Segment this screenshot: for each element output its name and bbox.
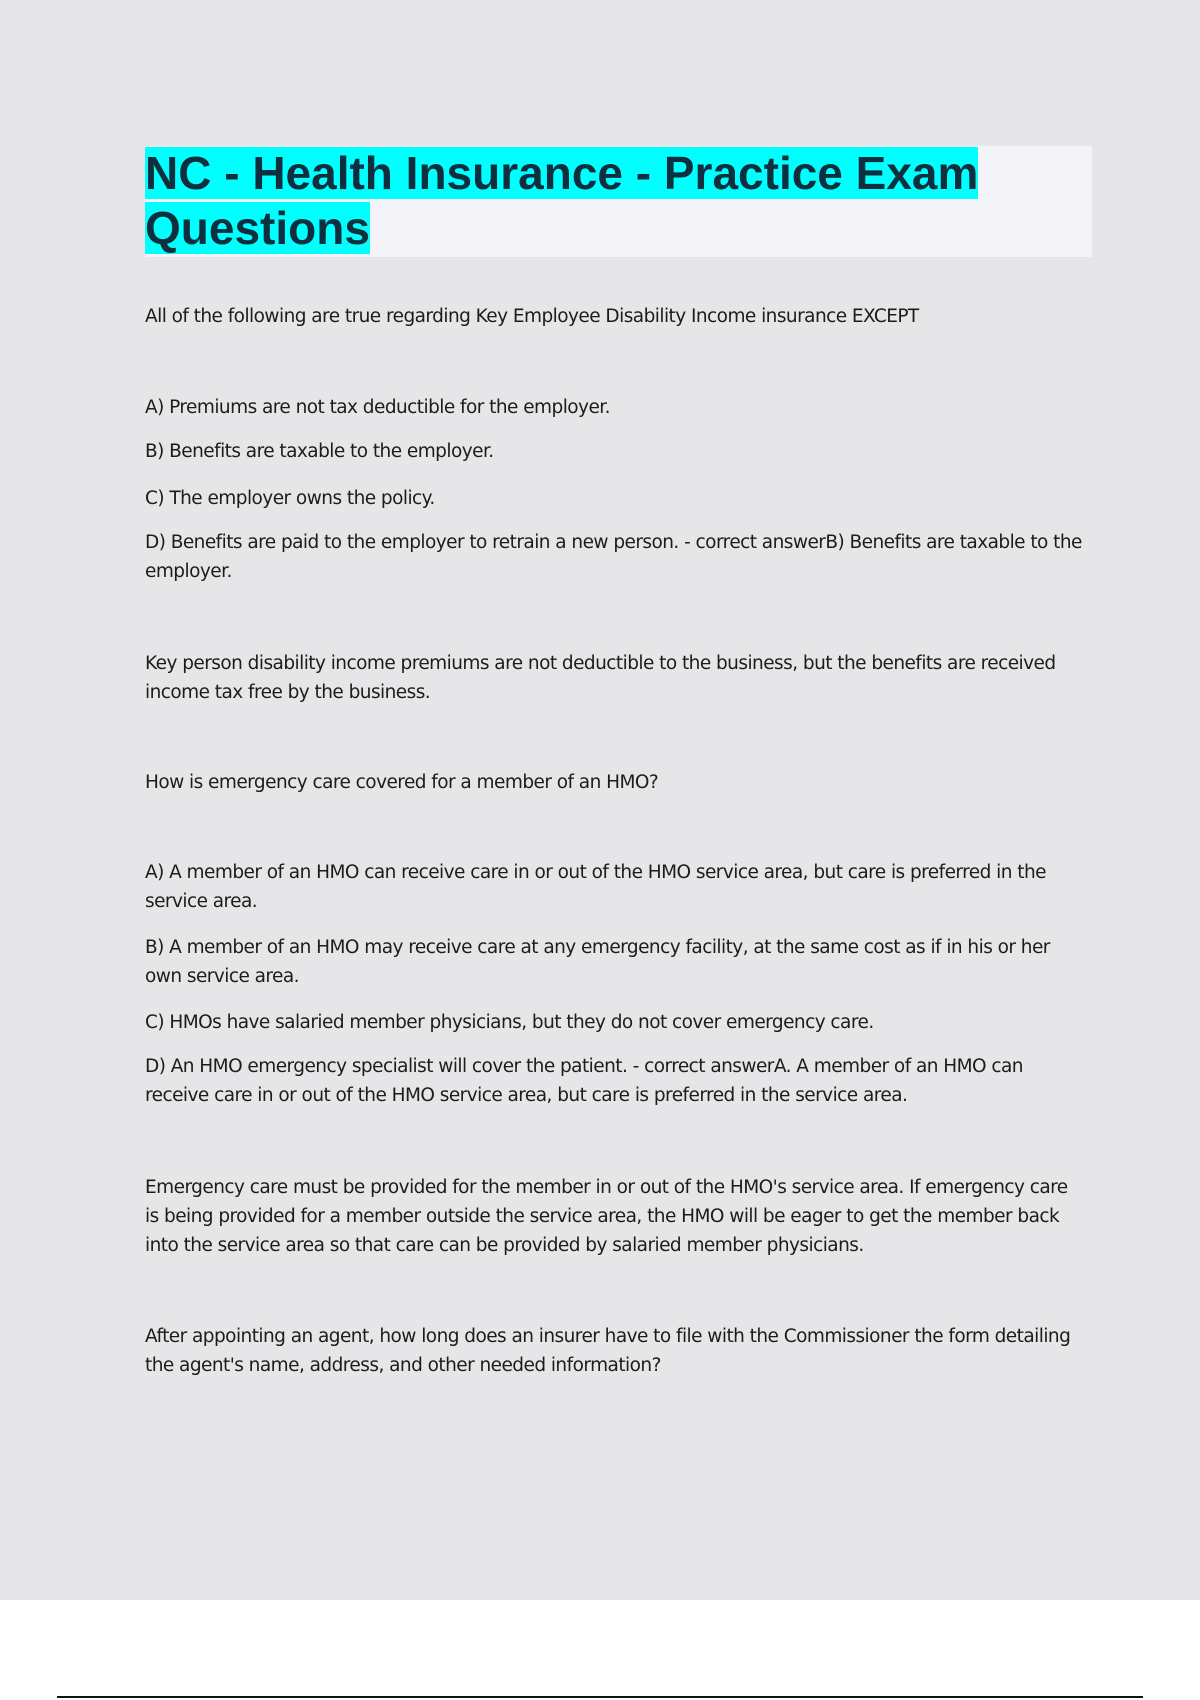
title-block bbox=[145, 146, 1092, 257]
question-1-option-a: A) Premiums are not tax deductible for the employer. bbox=[145, 397, 610, 418]
question-1-explanation: Key person disability income premiums are not deductible to the business, but the benefits are received income tax free by the business. bbox=[145, 653, 1056, 703]
question-1-option-d-answer: D) Benefits are paid to the employer to retrain a new person. - correct answerB) Benefits are taxable to the employer. bbox=[145, 532, 1082, 582]
question-1: All of the following are true regarding Key Employee Disability Income insurance EXCEPT bbox=[145, 306, 919, 327]
question-2-option-b: B) A member of an HMO may receive care at any emergency facility, at the same cost as if in his or her own service area. bbox=[145, 937, 1050, 987]
document-title bbox=[145, 146, 1045, 256]
question-1-option-c: C) The employer owns the policy. bbox=[145, 488, 435, 509]
question-2-option-c: C) HMOs have salaried member physicians, but they do not cover emergency care. bbox=[145, 1012, 874, 1033]
question-2: How is emergency care covered for a member of an HMO? bbox=[145, 772, 659, 793]
title-highlight: NC - Health Insurance - Practice Exam Questions bbox=[145, 147, 979, 254]
question-2-explanation: Emergency care must be provided for the member in or out of the HMO's service area. If emergency care is being provided for a member outside the service area, the HMO will be eager to get the member back into the service area so that care can be provided by salaried member physicians. bbox=[145, 1177, 1068, 1256]
footer-divider bbox=[57, 1696, 1143, 1698]
question-1-option-b: B) Benefits are taxable to the employer. bbox=[145, 441, 494, 462]
question-3: After appointing an agent, how long does an insurer have to file with the Commissioner the form detailing the agent's name, address, and other needed information? bbox=[145, 1326, 1071, 1376]
question-2-option-a: A) A member of an HMO can receive care in or out of the HMO service area, but care is preferred in the service area. bbox=[145, 862, 1046, 912]
question-2-option-d-answer: D) An HMO emergency specialist will cover the patient. - correct answerA. A member of an HMO can receive care in or out of the HMO service area, but care is preferred in the service area. bbox=[145, 1056, 1023, 1106]
